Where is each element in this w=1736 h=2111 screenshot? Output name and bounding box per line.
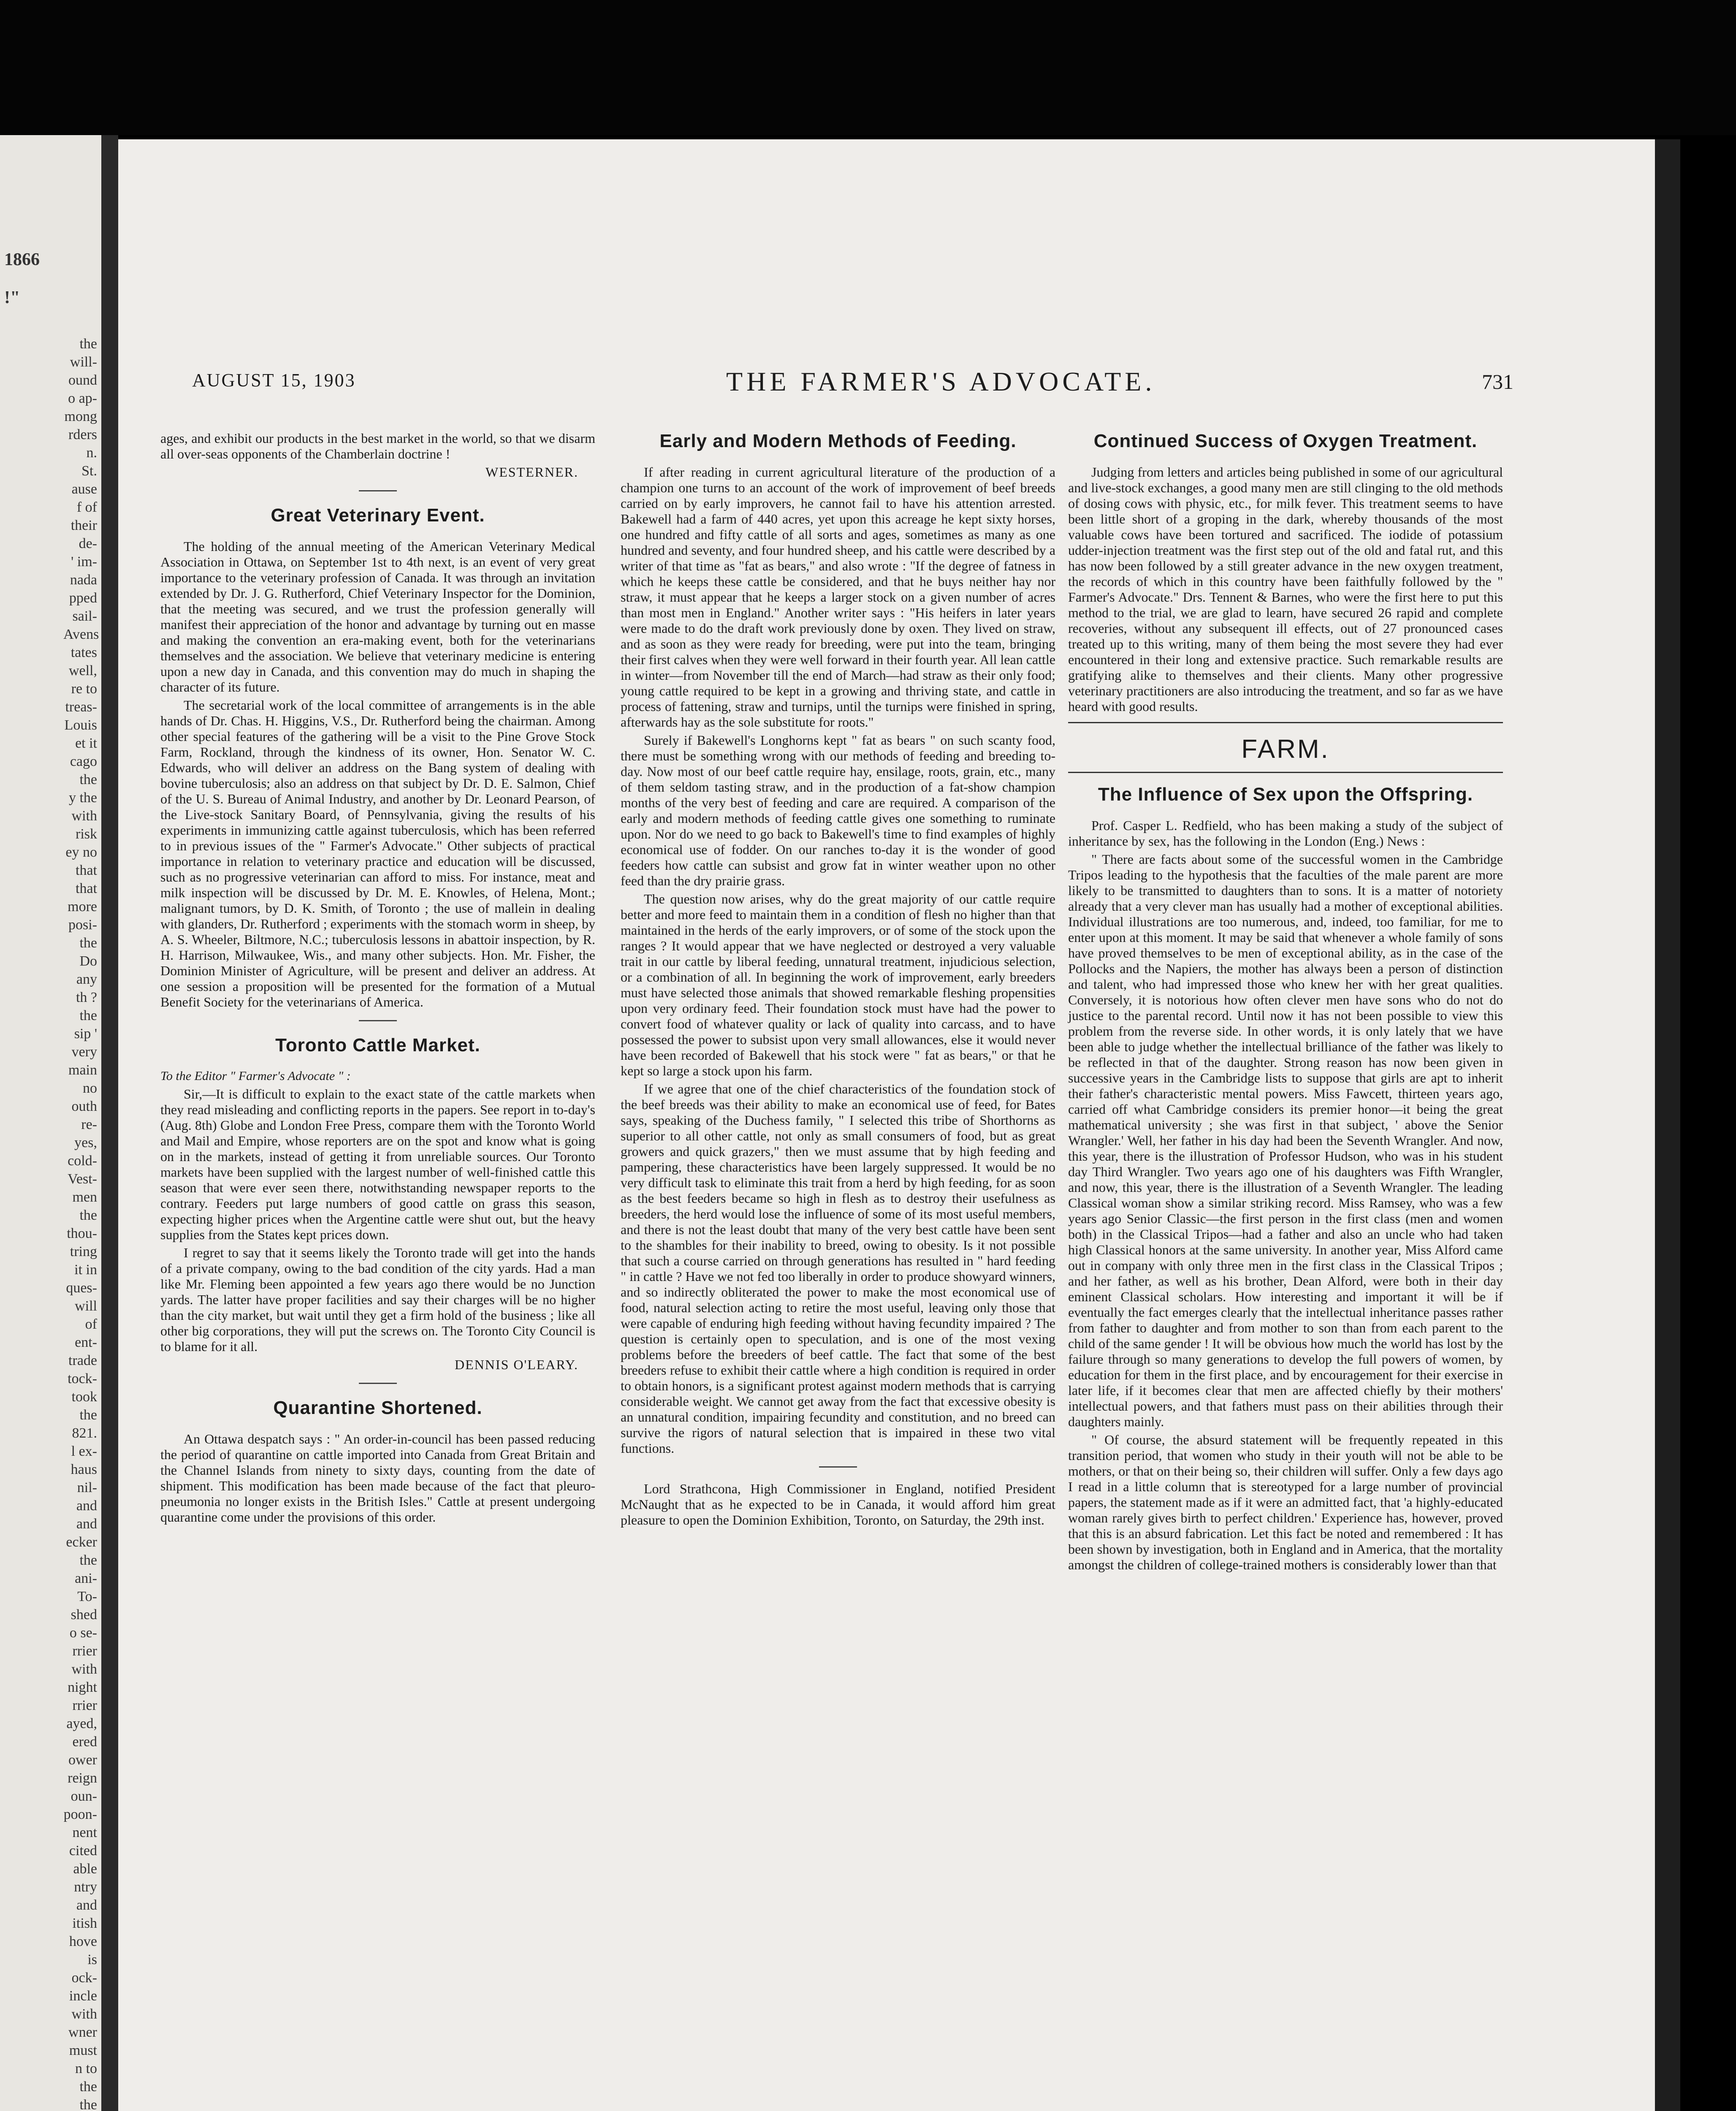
article-headline: Great Veterinary Event. [271, 505, 485, 526]
fragment-text: St. [81, 463, 97, 479]
fragment-text: ntry [74, 1879, 97, 1895]
fragment-text: y the [68, 790, 97, 806]
fragment-text: Louis [64, 717, 97, 733]
fragment-text: the [79, 2097, 97, 2111]
fragment-text: risk [76, 826, 97, 842]
paragraph: Sir,—It is difficult to explain to the exact state of the cattle markets when they read misleading and conflicting reports in the papers. See report in to-day's (Aug. 8th) Globe and London Free Press, compare them with the Toronto World and Mail and Empire, whose reporters are on the spot and know what is going on in the markets, instead of getting it from unreliable sources. Our Toronto markets have been supplied with the largest number of well-finished cattle this season that were ever seen there, notwithstanding newspaper reports to the contrary. Feeders put large numbers of good cattle on grass this season, expecting higher prices when the Argentine cattle were shut out, but the heavy supplies from the States kept prices down. [160, 1086, 595, 1242]
fragment-text: ause [71, 481, 97, 497]
fragment-text: mong [64, 409, 97, 424]
fragment-text: ent- [75, 1335, 97, 1350]
fragment-text: ower [68, 1752, 97, 1768]
fragment-text: and [76, 1516, 97, 1532]
page-gutter [101, 135, 118, 2111]
fragment-text: outh [71, 1099, 97, 1114]
fragment-text: cold- [68, 1153, 97, 1169]
page-number: 731 [1482, 370, 1514, 393]
paragraph: The holding of the annual meeting of the American Veterinary Medical Association in Ottawa, on September 1st to 4th next, is an event of very great importance to the veterinary profession of Canada. It was through an invitation extended by Dr. J. G. Rutherford, Chief Veterinary Inspector for the Dominion, that the meeting was secured, and we trust the profession generally will manifest their appreciation of the honor and advantage by turning out en masse and making the convention an era-making event, both for the veterinarians themselves and the association. We believe that veterinary medicine is entering upon a new day in Canada, and this convention may do much in shaping the character of its future. [160, 539, 595, 695]
fragment-text: Vest- [68, 1171, 97, 1187]
divider [359, 1383, 397, 1384]
fragment-text: well, [68, 663, 97, 678]
fragment-text: will [75, 1298, 97, 1314]
fragment-text: cited [69, 1843, 97, 1859]
paragraph: The secretarial work of the local committee of arrangements is in the able hands of Dr. Chas. H. Higgins, V.S., Dr. Rutherford being the chairman. Among other special features of the gathering will be a visit to the Pine Grove Stock Farm, Rockland, through the kindness of its owner, Hon. Senator W. C. Edwards, who will deliver an address on the Bang system of dealing with bovine tuberculosis; also an address on that subject by Dr. D. E. Salmon, Chief of the U. S. Bureau of Animal Industry, and another by Dr. Leonard Pearson, of the Live-stock Sanitary Board, of Pennsylvania, giving the results of his experiments in immunizing cattle against tuberculosis, which has been referred to in previous issues of the " Farmer's Advocate." Other subjects of practical importance in relation to veterinary practice and education will be discussed, such as no progressive veterinarian can afford to miss. For instance, meat and milk inspection will be discussed by Dr. M. E. Knowles, of Helena, Mont.; malignant tumors, by D. K. Smith, of Toronto ; the use of mallein in dealing with glanders, Dr. Rutherford ; experiments with the stomach worm in sheep, by A. S. Wheeler, Biltmore, N.C.; tuberculosis lessons in abattoir inspection, by R. H. Harrison, Milwaukee, Wis., and many other subjects. Hon. Mr. Fisher, the Dominion Minister of Agriculture, will be present and deliver an address. At one session a proposition will be presented for the formation of a Mutual Benefit Society for the veterinarians of America. [160, 697, 596, 1009]
fragment-text: rrier [72, 1643, 97, 1659]
fragment-text: 1866 [4, 250, 40, 269]
fragment-text: is [87, 1952, 97, 1967]
paragraph: " There are facts about some of the successful women in the Cambridge Tripos leading to the hypothesis that the faculties of the male parent are more likely to be transmitted to daughters than to sons. It is a matter of notoriety already that a very clever man has usually had a mother of exceptional abilities. Individual illustrations are too numerous, and, indeed, too familiar, for me to enter upon at this moment. It may be said that whenever a whole family of sons have proved themselves to be men of exceptional ability, as in the case of the Pollocks and the Napiers, the mother has always been a person of distinction and talent, who had impressed those who knew her with her great qualities. Conversely, it is notorious how often clever men have sons who do not do justice to the parental record. Until now it has not been possible to view this problem from the reverse side. In other words, it is only lately that we have been able to judge whether the intellectual brilliance of the father was likely to be reflected in that of the daughter. Strong reason has now been given in successive years in the Cambridge lists to suppose that girls are apt to inherit their father's characteristic mental powers. Miss Fawcett, thirteen years ago, carried off what Cambridge considers its premier honor—it being the great mathematical university ; she was first in that subject, ' above the Senior Wrangler.' Well, her father in his day had been the Seventh Wrangler. And now, this year, there is the illustration of Professor Hudson, who was in his student day Third Wrangler. Two years ago one of his daughters was Fifth Wrangler, and now, this year, there is the illustration of a Seventh Wrangler. The leading Classical woman show a similar striking record. Miss Ramsey, who was a few years ago Senior Classic—the first person in the first class (men and women both) in the Classical Tripos—had a father and also an uncle who had taken high Classical honors at the same university. In another year, Miss Alford came out in company with only three men in the first class in the Classical Tripos ; and her father, as well as his brother, Dean Alford, were both in their day eminent Classical scholars. How interesting and important it will be if eventually the fact emerges clearly that the intellectual inheritance passes rather from father to daughter and from mother to son than from each parent to the child of the same gender ! It will be obvious how much the world has lost by the failure through so many generations to develop the full powers of women, by education for them in the first place, and by encouragement for their exercise in later life, if it becomes clear that men are affected chiefly by their mothers' intellectual powers, and that fathers must pass on their abilities through their daughters mainly. [1068, 852, 1503, 1429]
fragment-text: th ? [76, 990, 97, 1005]
section-rule [1068, 772, 1503, 773]
fragment-text: that [76, 881, 97, 896]
paragraph: " Of course, the absurd statement will be frequently repeated in this transition period, that women who study in their youth will not be able to be mothers, or that on their being so, their children will suffer. Only a few days ago I read in a little column that is stereotyped for a large number of provincial papers, the statement made as if it were an admitted fact, that 'a highly-educated woman rarely gives birth to perfect children.' Experience has, however, proved that this is an absurd fabrication. Let this fact be noted and remembered : It has been shown by investigation, both in England and in America, that the mortality amongst the children of college-trained mothers is considerably lower than that [1068, 1432, 1503, 1572]
fragment-text: the [79, 336, 97, 352]
fragment-text: o se- [69, 1625, 97, 1641]
fragment-text: it in [74, 1262, 97, 1278]
article-headline: Toronto Cattle Market. [275, 1035, 480, 1056]
paragraph: If we agree that one of the chief characteristics of the foundation stock of the beef breeds was their ability to make an economical use of feed, for Bates says, speaking of the Duchess family, " I selected this tribe of Shorthorns as superior to all other cattle, not only as small consumers of food, but as great growers and quick grazers," then we must assume that by high feeding and pampering, these characteristics have been largely suppressed. It would be no very difficult task to eliminate this trait from a herd by high feeding, for as soon as the best feeders became so high in flesh as to destroy their usefulness as breeders, the herd would lose the influence of some of its most useful members, and there is not the least doubt that many of the very best cattle have been sent to the shambles for their inability to breed, owing to obesity. Is it not possible that such a course carried on through generations has resulted in " hard feeding " in cattle ? Have we not fed too liberally in order to produce showyard winners, and so indirectly obliterated the power to make the most economical use of food, natural selection acting to retire the most useful, leaving only those that were capable of enduring high feeding without having fecundity impaired ? The question is certainly open to speculation, and is one of the most vexing problems before the breeders of beef cattle. The fact that some of the best breeders refuse to exhibit their cattle where a high condition is required in order to obtain honors, is a significant protest against modern methods that is carrying considerable weight. We cannot get away from the fact that excessive obesity is an unnatural condition, impairing fecundity and constitution, and no breed can survive the rigors of natural selection that is impaired in these two vital functions. [621, 1081, 1055, 1456]
fragment-text: cago [70, 754, 97, 769]
masthead-title: THE FARMER'S ADVOCATE. [726, 366, 1156, 396]
fragment-text: ayed, [66, 1716, 97, 1731]
fragment-text: pped [69, 590, 97, 606]
fragment-text: the [79, 1552, 97, 1568]
issue-date: AUGUST 15, 1903 [192, 370, 356, 391]
fragment-text: To- [77, 1589, 97, 1604]
paragraph: An Ottawa despatch says : " An order-in-council has been passed reducing the period of quarantine on cattle imported into Canada from Great Britain and the Channel Islands from ninety to sixty days, counting from the date of shipment. This modification has been made because of the fact that pleuro-pneumonia no longer exists in the British Isles." Cattle at present undergoing quarantine come under the provisions of this order. [160, 1431, 595, 1525]
fragment-text: with [71, 2006, 97, 2022]
fragment-text: the [79, 1407, 97, 1423]
fragment-text: ound [68, 372, 97, 388]
fragment-text: the [79, 772, 97, 787]
fragment-text: haus [71, 1462, 97, 1477]
divider [359, 490, 397, 491]
fragment-text: hove [69, 1934, 97, 1949]
salutation: To the Editor " Farmer's Advocate " : [160, 1069, 351, 1083]
fragment-text: itish [72, 1916, 97, 1931]
fragment-text: night [68, 1680, 97, 1695]
fragment-text: tock- [68, 1371, 97, 1387]
column-1 [160, 431, 595, 1528]
fragment-text: sail- [72, 608, 97, 624]
fragment-text: of [85, 1316, 97, 1332]
fragment-text: ques- [66, 1280, 97, 1296]
fragment-text: rrier [72, 1698, 97, 1713]
paragraph: Judging from letters and articles being published in some of our agricultural and live-stock exchanges, a good many men are still clinging to the old methods of dosing cows with physic, etc., for milk fever. This treatment seems to have been little short of a groping in the dark, whereby thousands of the most valuable cows have been tortured and sacrificed. The iodide of potassium udder-injection treatment was the first step out of the old and fatal rut, and this has now been followed by a still greater advance in the new oxygen treatment, the records of which in this country have been faithfully followed by the " Farmer's Advocate." Drs. Tennent & Barnes, who were the first here to put this method to the trial, we are glad to learn, have secured 26 rapid and complete recoveries, without any subsequent ill effects, out of 27 pronounced cases treated up to this writing, many of them being the most severe they had ever encountered in their long and extensive practice. Such remarkable results are gratifying alike to themselves and their clients. Many other progressive veterinary practitioners are also introducing the treatment, and so far as we have heard with good results. [1068, 464, 1503, 714]
fragment-text: treas- [65, 699, 97, 715]
fragment-text: more [68, 899, 97, 914]
fragment-text: the [79, 2079, 97, 2095]
fragment-text: and [76, 1498, 97, 1514]
fragment-text: n. [86, 445, 97, 461]
page-header [118, 366, 1655, 403]
fragment-text: the [79, 1008, 97, 1023]
fragment-text: ani- [75, 1571, 97, 1586]
fragment-text: oun- [71, 1788, 97, 1804]
fragment-text: sip ' [74, 1026, 97, 1042]
author-signature: DENNIS O'LEARY. [455, 1357, 578, 1372]
fragment-text: reign [68, 1770, 97, 1786]
fragment-text: f of [76, 499, 97, 515]
fragment-text: poon- [63, 1807, 97, 1822]
fragment-text: ock- [71, 1970, 97, 1986]
paragraph: I regret to say that it seems likely the Toronto trade will get into the hands of a private company, owing to the bad condition of the city yards. Had a man like Mr. Fleming been appointed a few years ago there would be no Junction yards. The latter have proper facilities and say their charges will be no higher than the city market, but wait until they get a firm hold of the business ; like all other big corporations, they will put the screws on. The Toronto City Council is to blame for it all. [160, 1245, 595, 1354]
fragment-text: tring [70, 1244, 97, 1259]
fragment-text: et it [75, 735, 97, 751]
fragment-text: the [79, 935, 97, 951]
scanner-border [0, 0, 1736, 135]
news-note: Lord Strathcona, High Commissioner in England, notified President McNaught that as he expected to be in Canada, it would afford him great pleasure to open the Dominion Exhibition, Toronto, on Saturday, the 29th inst. [621, 1481, 1055, 1528]
fragment-text: main [68, 1062, 97, 1078]
author-signature: WESTERNER. [486, 464, 578, 480]
fragment-text: shed [71, 1607, 97, 1623]
paragraph: Prof. Casper L. Redfield, who has been making a study of the subject of inheritance by sex, has the following in the London (Eng.) News : [1068, 818, 1503, 849]
fragment-text: nada [70, 572, 97, 588]
fragment-text: Avens [63, 627, 99, 642]
fragment-text: Do [79, 953, 97, 969]
divider [819, 1466, 857, 1468]
divider [359, 1020, 397, 1021]
fragment-text: yes, [74, 1135, 97, 1150]
fragment-text: and [76, 1897, 97, 1913]
fragment-text: trade [68, 1353, 97, 1368]
fragment-text: wner [68, 2024, 97, 2040]
fragment-text: ecker [66, 1534, 97, 1550]
department-heading: FARM. [1241, 735, 1330, 764]
fragment-text: must [69, 2043, 97, 2058]
fragment-text: posi- [68, 917, 97, 933]
fragment-text: ey no [65, 844, 97, 860]
article-headline: Quarantine Shortened. [273, 1397, 483, 1418]
fragment-text: nil- [77, 1480, 97, 1495]
fragment-text: ered [72, 1734, 97, 1750]
column-3 [1068, 431, 1503, 1575]
fragment-text: that [76, 863, 97, 878]
fragment-text: l ex- [71, 1444, 97, 1459]
fragment-text: ' im- [71, 554, 97, 570]
fragment-text: with [71, 1661, 97, 1677]
continued-text: ages, and exhibit our products in the best market in the world, so that we disarm all over-seas opponents of the Chamberlain doctrine ! [160, 431, 595, 461]
fragment-text: thou- [67, 1226, 97, 1241]
fragment-text: men [72, 1189, 97, 1205]
article-headline: Continued Success of Oxygen Treatment. [1093, 431, 1478, 451]
column-2 [621, 431, 1055, 1530]
page-edge-shadow [1655, 139, 1680, 2111]
fragment-text: their [71, 518, 97, 533]
fragment-text: tates [71, 645, 97, 660]
paragraph: If after reading in current agricultural literature of the production of a champion one turns to an account of the work of improvement of beef breeds carried on by early improvers, he cannot fail to have his attention arrested. Bakewell had a farm of 440 acres, yet upon this acreage he kept sixty horses, one hundred and fifty cattle of all sorts and ages, sometimes as many as one hundred and seventy, and four hundred sheep, and his cattle were described by a writer of that time as "fat as bears," and also wrote : "If the degree of fatness in which he keeps these cattle be considered, and that he buys neither hay nor straw, it must appear that he keeps a larger stock on a given number of acres than most men in England." Another writer says : "His heifers in later years were made to do the draft work previously done by oxen. They lived on straw, and as soon as they were ready for breeding, were put into the team, bringing their first calves when they were well forward in their fourth year. All lean cattle in winter—from November till the end of March—had straw as their only food; young cattle required to be kept in a growing and thriving state, and cattle in process of fattening, straw and turnips, until the turnips were finished in spring, afterwards hay as the sole substitute for roots." [621, 464, 1055, 730]
fragment-text: o ap- [68, 391, 97, 406]
fragment-text: the [79, 1207, 97, 1223]
fragment-text: re to [71, 681, 97, 697]
fragment-text: de- [79, 536, 97, 551]
fragment-text: any [76, 971, 97, 987]
fragment-text: rders [68, 427, 97, 442]
adjacent-page-fragment [0, 135, 101, 2111]
fragment-text: with [71, 808, 97, 824]
fragment-text: took [71, 1389, 97, 1405]
fragment-text: very [71, 1044, 97, 1060]
fragment-text: n to [75, 2061, 97, 2076]
section-rule [1068, 722, 1503, 723]
fragment-text: nent [72, 1825, 97, 1840]
fragment-text: re- [81, 1117, 97, 1132]
fragment-text: incle [69, 1988, 97, 2004]
fragment-text: 821. [72, 1425, 97, 1441]
fragment-text: no [83, 1080, 97, 1096]
article-headline: Early and Modern Methods of Feeding. [659, 431, 1017, 451]
fragment-text: !" [4, 288, 20, 307]
fragment-text: able [73, 1861, 97, 1877]
paragraph: The question now arises, why do the great majority of our cattle require better and more feed to maintain them in a condition of flesh no higher than that maintained in the herds of the early improvers, or of some of the stock upon the ranges ? It would appear that we have neglected or destroyed a very valuable trait in our cattle by liberal feeding, unnatural treatment, injudicious selection, or a combination of all. In beginning the work of improvement, early breeders must have selected those animals that showed remarkable fleshing propensities upon very ordinary feed. Their foundation stock must have had the power to convert food of whatever quality or lack of quality into carcass, and to have possessed the power to subsist upon very small allowances, else it would never have been recorded of Bakewell that his stock were " fat as bears," or that he kept so large a stock upon his farm. [621, 891, 1055, 1078]
newspaper-page [118, 139, 1655, 2111]
paragraph: Surely if Bakewell's Longhorns kept " fat as bears " on such scanty food, there must be something wrong with our methods of feeding and breeding to-day. Now most of our beef cattle require hay, ensilage, roots, grain, etc., many of them seldom tasting straw, and in the production of a fat-show champion months of the very best of feeding and care are required. A comparison of the early and modern methods of feeding cattle gives one something to ruminate upon. Nor do we need to go back to Bakewell's time to find examples of highly economical use of fodder. On our ranches to-day it is the wonder of good feeders how cattle can subsist and grow fat in winter weather upon no other feed than the dry prairie grass. [621, 733, 1055, 888]
fragment-text: will- [70, 354, 97, 370]
article-headline: The Influence of Sex upon the Offspring. [1098, 784, 1473, 805]
